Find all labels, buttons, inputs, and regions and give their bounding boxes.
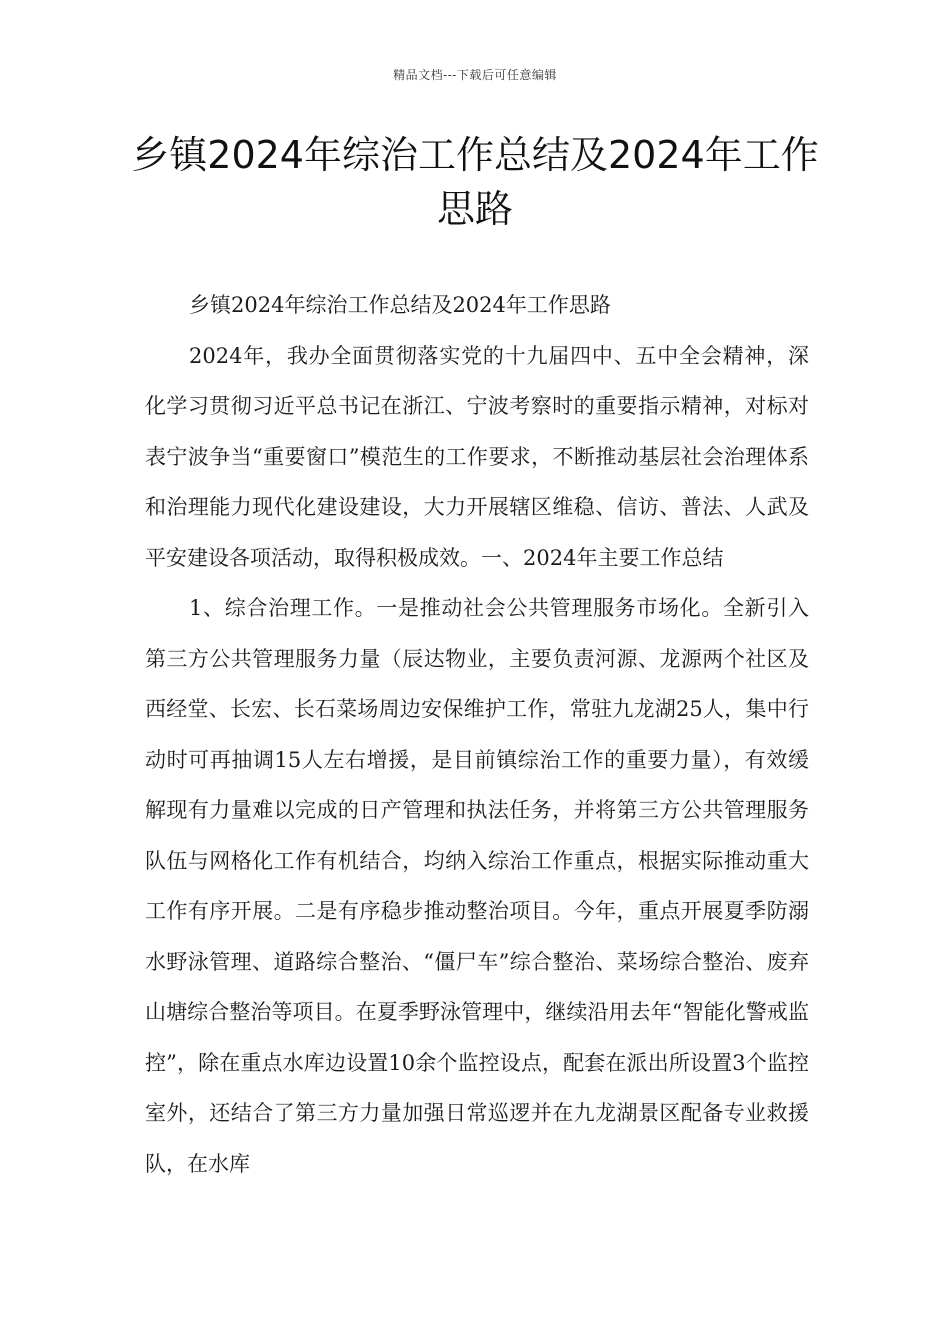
header-note: 精品文档---下载后可任意编辑 bbox=[393, 68, 557, 82]
document-title: 乡镇2024年综治工作总结及2024年工作思路 bbox=[131, 133, 819, 231]
paragraph-subtitle: 乡镇2024年综治工作总结及2024年工作思路 bbox=[189, 293, 611, 317]
paragraph-comprehensive-governance: 1、综合治理工作。一是推动社会公共管理服务市场化。全新引入第三方公共管理服务力量（辰达物业，主要负责河源、龙源两个社区及西经堂、长宏、长石菜场周边安保维护工作，常驻九龙湖25人，集中行动时可再抽调15人左右增援，是目前镇综治工作的重要力量），有效缓解现有力量难以完成的日产管理和执法任务，并将第三方公共管理服务队伍与网格化工作有机结合，均纳入综治工作重点，根据实际推动重大工作有序开展。二是有序稳步推动整治项目。今年，重点开展夏季防溺水野泳管理、道路综合整治、“僵尸车”综合整治、菜场综合整治、废弃山塘综合整治等项目。在夏季野泳管理中，继续沿用去年“智能化警戒监控”，除在重点水库边设置10余个监控设点，配套在派出所设置3个监控室外，还结合了第三方力量加强日常巡逻并在九龙湖景区配备专业救援队，在水库 bbox=[145, 596, 809, 1176]
document-body bbox=[145, 280, 809, 1189]
paragraph-intro: 2024年，我办全面贯彻落实党的十九届四中、五中全会精神，深化学习贯彻习近平总书记在浙江、宁波考察时的重要指示精神，对标对表宁波争当“重要窗口”模范生的工作要求，不断推动基层社会治理体系和治理能力现代化建设建设，大力开展辖区维稳、信访、普法、人武及平安建设各项活动，取得积极成效。一、2024年主要工作总结 bbox=[145, 343, 809, 570]
